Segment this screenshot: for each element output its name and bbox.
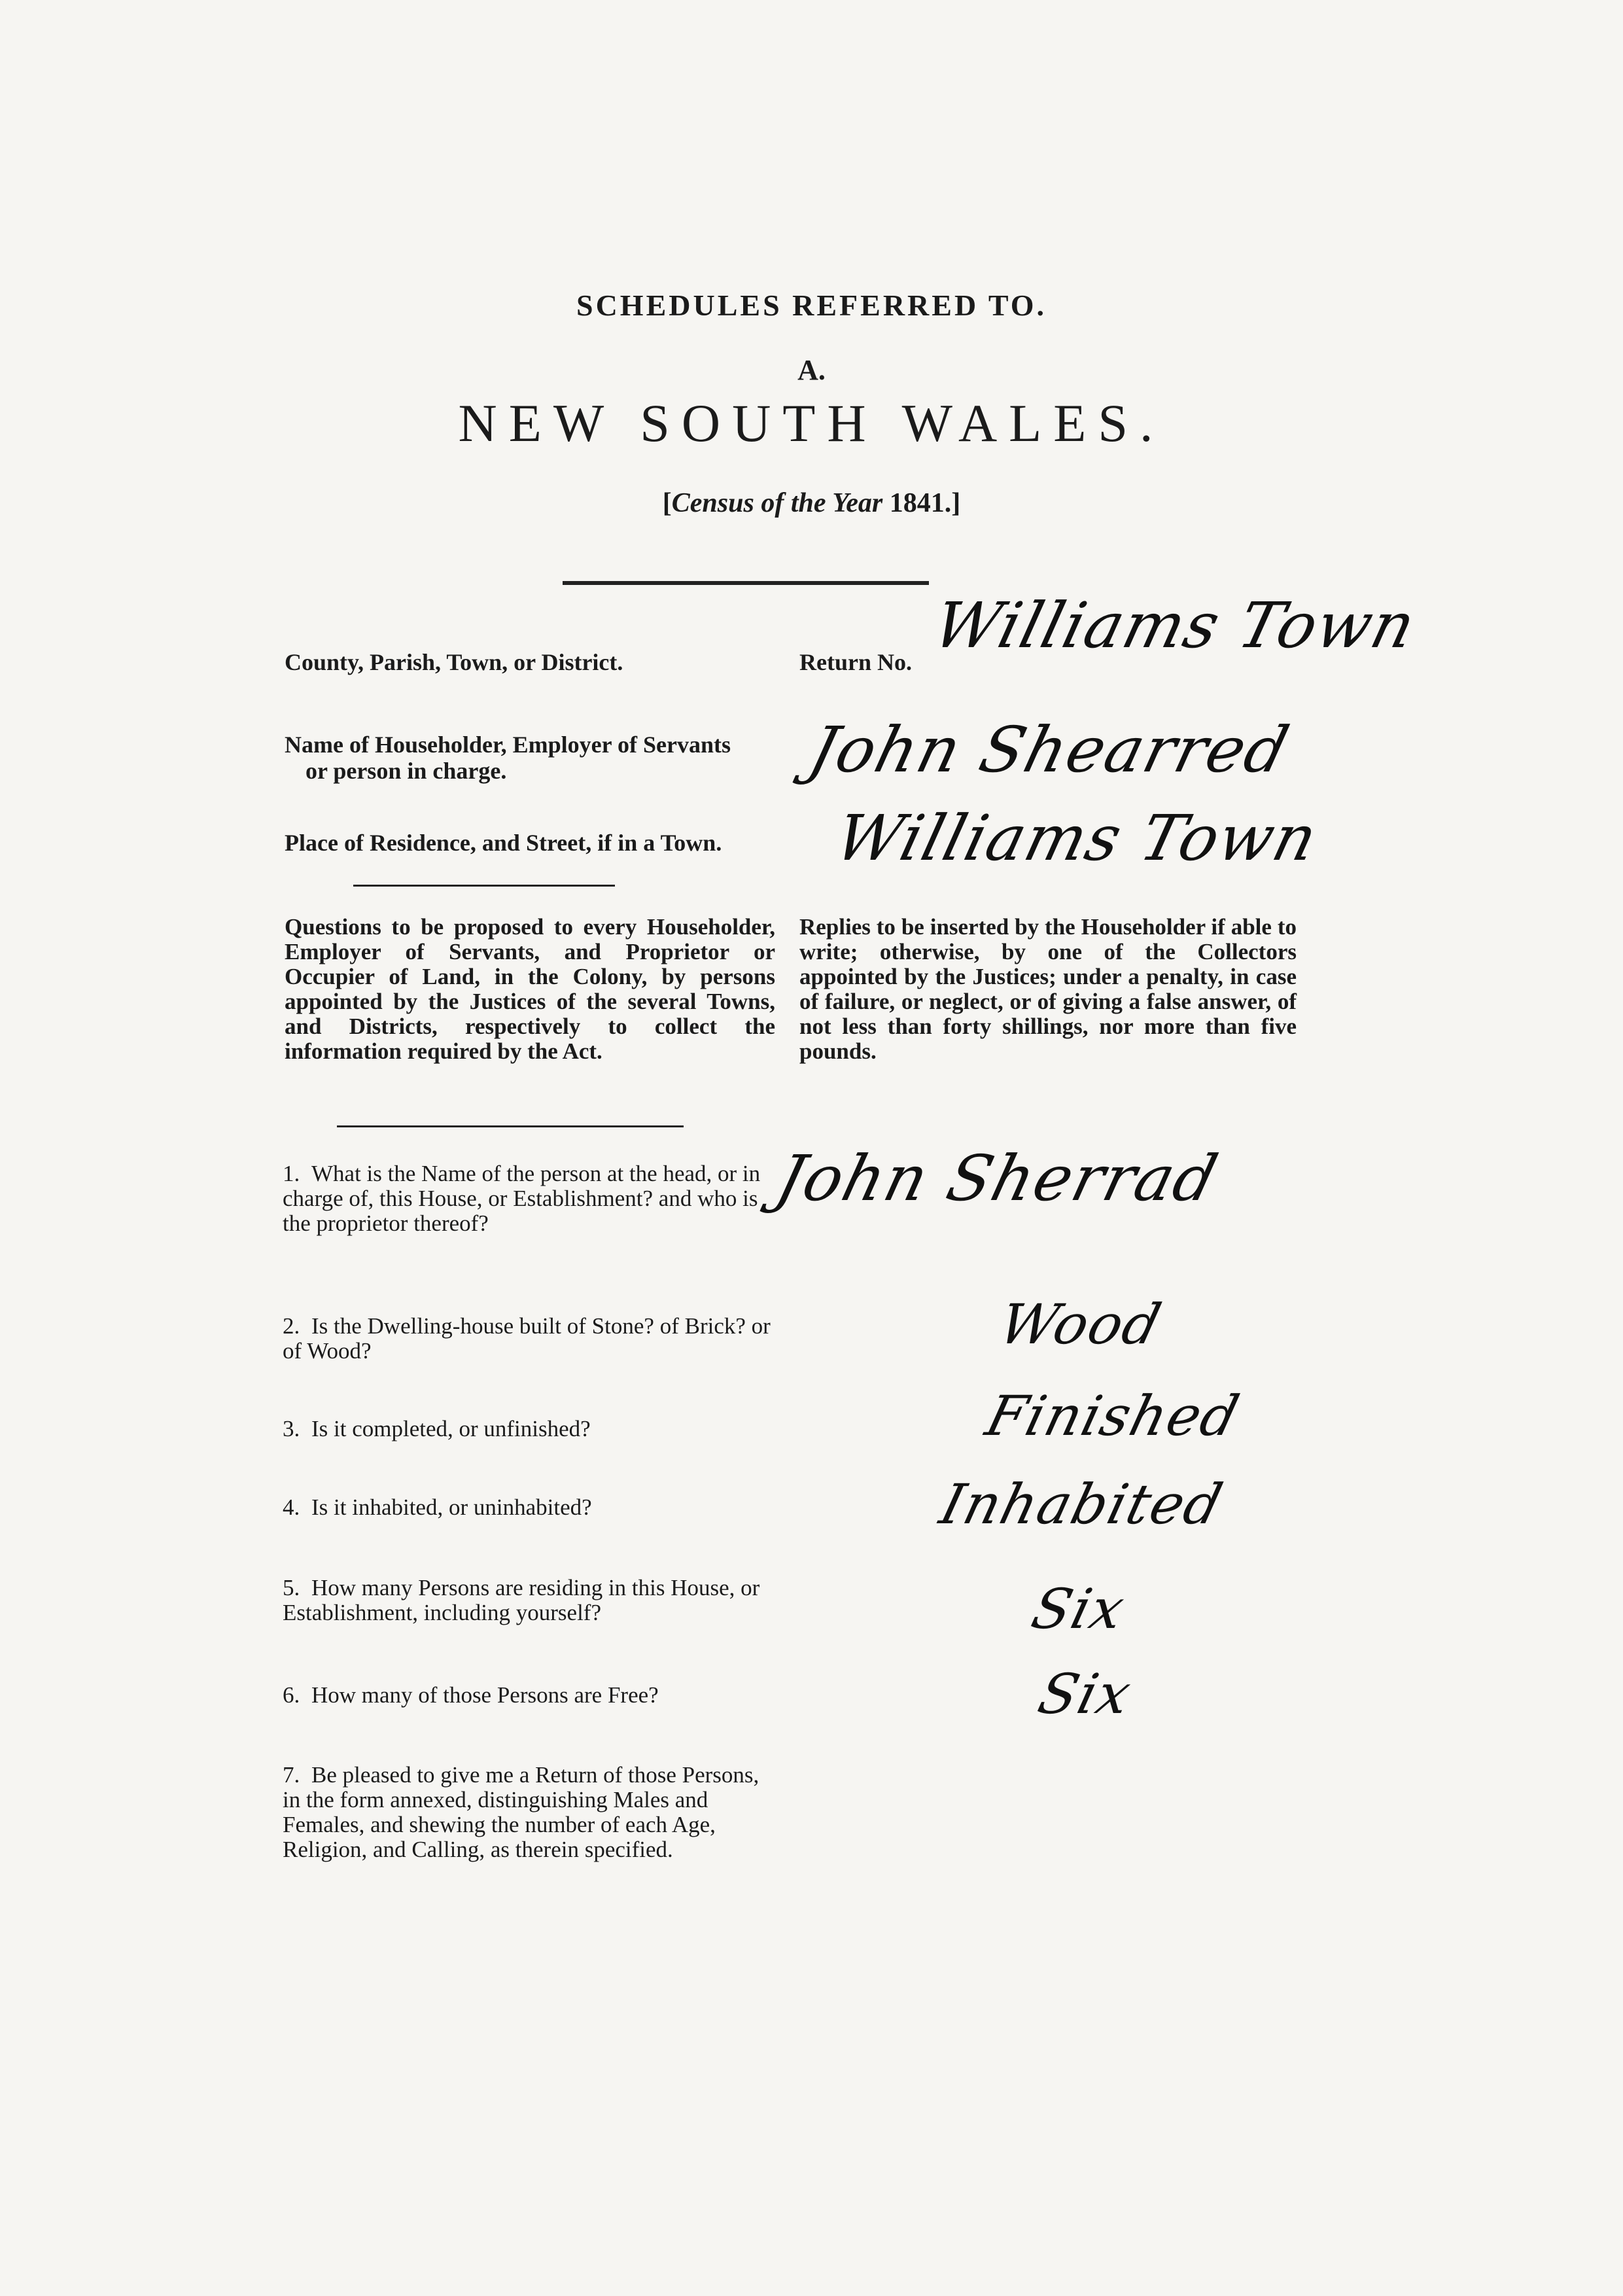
- question-1: [283, 1161, 780, 1236]
- householder-label-line2: or person in charge.: [305, 758, 507, 784]
- residence-label: Place of Residence, and Street, if in a Town.: [285, 830, 722, 856]
- question-text: Is it inhabited, or uninhabited?: [311, 1494, 592, 1520]
- county-handwritten-value: Williams Town: [926, 589, 1424, 662]
- answer-1-handwritten: John Sherrad: [769, 1142, 1226, 1215]
- answer-3-handwritten: Finished: [979, 1384, 1247, 1448]
- question-text: Is it completed, or unfinished?: [311, 1416, 591, 1441]
- question-7: [283, 1763, 780, 1862]
- question-6: [283, 1683, 780, 1708]
- answer-6-handwritten: Six: [1032, 1662, 1139, 1726]
- question-number: 1.: [283, 1161, 300, 1186]
- question-number: 4.: [283, 1494, 300, 1520]
- return-no-label: Return No.: [799, 649, 912, 675]
- question-text: How many of those Persons are Free?: [311, 1682, 659, 1708]
- householder-handwritten-value: John Shearred: [802, 713, 1297, 786]
- census-subtitle: [0, 487, 1623, 519]
- question-4: [283, 1495, 780, 1520]
- schedules-heading: SCHEDULES REFERRED TO.: [576, 289, 1047, 322]
- householder-label-line1: Name of Householder, Employer of Servants: [285, 732, 731, 758]
- census-label: Census of the Year: [671, 488, 883, 518]
- county-label: County, Parish, Town, or District.: [285, 649, 623, 675]
- question-3: [283, 1417, 780, 1441]
- question-number: 5.: [283, 1575, 300, 1600]
- question-number: 6.: [283, 1682, 300, 1708]
- question-number: 2.: [283, 1313, 300, 1339]
- question-2: [283, 1314, 780, 1364]
- question-text: How many Persons are residing in this House, or Establishment, including yourself?: [283, 1575, 760, 1625]
- census-year: 1841.]: [889, 488, 961, 518]
- header-divider: [563, 581, 929, 585]
- schedule-letter: A.: [797, 354, 826, 386]
- section-divider: [353, 885, 615, 887]
- questions-divider: [337, 1125, 684, 1127]
- question-number: 7.: [283, 1762, 300, 1788]
- questions-intro: Questions to be proposed to every Householder, Employer of Servants, and Proprietor or Occupier of Land, in the Colony, by persons appointed by the Justices of the several Towns, and Districts, respectively to collect the information required by the Act.: [285, 914, 775, 1064]
- question-text: What is the Name of the person at the head, or in charge of, this House, or Establishment? and who is the proprietor thereof?: [283, 1161, 761, 1236]
- replies-intro: Replies to be inserted by the Householder if able to write; otherwise, by one of the Collectors appointed by the Justices; under a penalty, in case of failure, or neglect, or of giving a false answer, of not less than forty shillings, nor more than five pounds.: [799, 914, 1297, 1064]
- census-bracket: [: [662, 488, 672, 518]
- answer-4-handwritten: Inhabited: [934, 1472, 1230, 1536]
- colony-title: NEW SOUTH WALES.: [458, 393, 1165, 453]
- residence-handwritten-value: Williams Town: [828, 802, 1326, 875]
- answer-5-handwritten: Six: [1025, 1577, 1132, 1641]
- question-5: [283, 1576, 780, 1625]
- householder-label: [285, 732, 731, 784]
- answer-2-handwritten: Wood: [992, 1292, 1168, 1356]
- question-text: Is the Dwelling-house built of Stone? of Brick? or of Wood?: [283, 1313, 771, 1364]
- question-text: Be pleased to give me a Return of those Persons, in the form annexed, distinguishing Males and Females, and shewing the number of each Age, Religion, and Calling, as therein specified.: [283, 1762, 759, 1862]
- question-number: 3.: [283, 1416, 300, 1441]
